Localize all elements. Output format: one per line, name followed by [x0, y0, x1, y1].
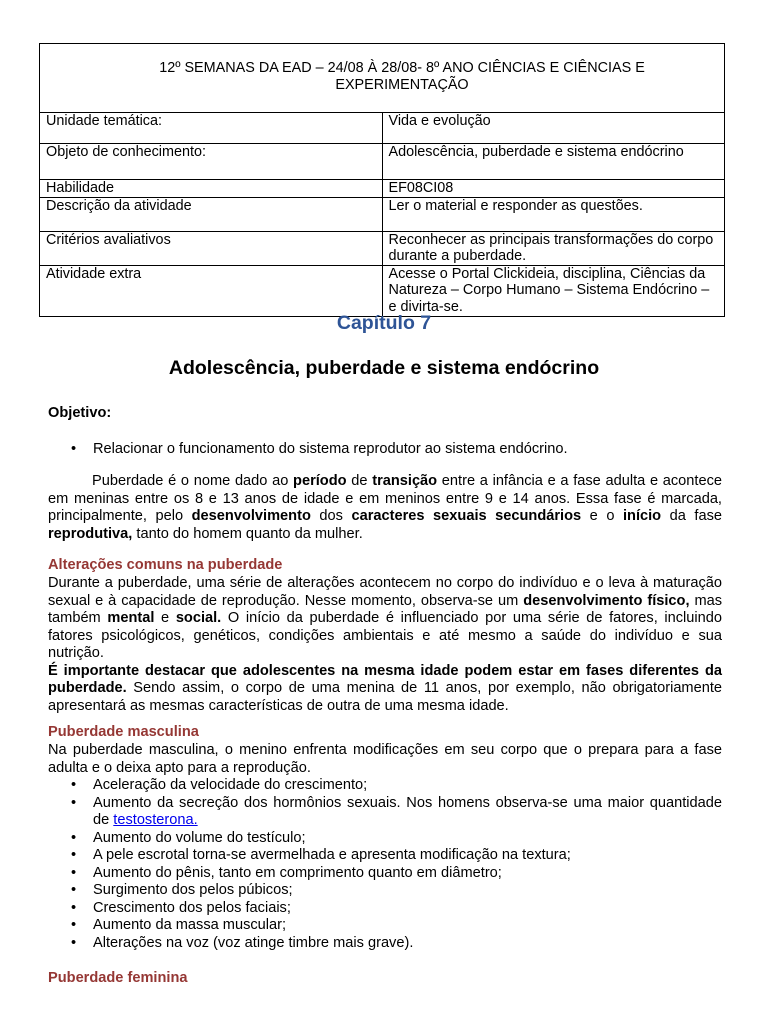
row-value: Ler o material e responder as questões. [382, 197, 725, 231]
section-heading-female: Puberdade feminina [48, 970, 188, 986]
list-item: • Crescimento dos pelos faciais; [48, 900, 722, 918]
list-item: • Aumento do pênis, tanto em comprimento quanto em diâmetro; [48, 865, 722, 883]
list-item: • A pele escrotal torna-se avermelhada e apresenta modificação na textura; [48, 847, 722, 865]
list-item: • Aumento da massa muscular; [48, 917, 722, 935]
table-row [40, 113, 725, 144]
changes-paragraph: Durante a puberdade, uma série de alterações acontecem no corpo do indivíduo e o leva à maturação sexual e à capacidade de reprodução. Nesse momento, observa-se um desenvolvimento físico, mas também mental e social. O início da puberdade é influenciado por uma série de fatores, incluindo fatores psicológicos, genéticos, condições ambientais e até mesmo a saúde do indivíduo e sua nutrição. É importante destacar que adolescentes na mesma idade podem estar em fases diferentes da puberdade. Sendo assim, o corpo de uma menina de 11 anos, por exemplo, não obrigatoriamente apresentará as mesmas características de outra de uma mesma idade. [48, 575, 723, 714]
row-value: Acesse o Portal Clickideia, disciplina, Ciências da Natureza – Corpo Humano – Sistema Endócrino – e divirta-se. [382, 265, 725, 316]
testosterone-link[interactable]: testosterona. [113, 812, 198, 828]
row-label: Objeto de conhecimento: [40, 144, 383, 180]
objective-heading: Objetivo: [48, 405, 112, 421]
list-item: • Surgimento dos pelos púbicos; [48, 882, 722, 900]
row-label: Habilidade [40, 180, 383, 198]
table-row [40, 197, 725, 231]
table-row [40, 231, 725, 265]
male-changes-list [48, 777, 722, 952]
table-title-line1: 12º SEMANAS DA EAD – 24/08 À 28/08- 8º ANO CIÊNCIAS E CIÊNCIAS E [159, 60, 645, 76]
list-item: • Aceleração da velocidade do crescimento; [48, 777, 722, 795]
row-label: Atividade extra [40, 265, 383, 316]
table-title-line2: EXPERIMENTAÇÃO [335, 76, 469, 93]
table-row [40, 180, 725, 198]
row-value: Adolescência, puberdade e sistema endócrino [382, 144, 725, 180]
section-heading-male: Puberdade masculina [48, 724, 199, 740]
table-title-row [40, 44, 725, 113]
section-heading-changes: Alterações comuns na puberdade [48, 557, 283, 573]
row-label: Descrição da atividade [40, 197, 383, 231]
male-intro: Na puberdade masculina, o menino enfrenta modificações em seu corpo que o prepara para a fase adulta e o deixa apto para a reprodução. [48, 742, 722, 776]
chapter-heading: Capítulo 7 [336, 312, 432, 334]
table-row [40, 144, 725, 180]
row-label: Critérios avaliativos [40, 231, 383, 265]
intro-paragraph: Puberdade é o nome dado ao período de transição entre a infância e a fase adulta e acontece em meninas entre os 8 e 13 anos de idade e em meninos entre 9 e 14 anos. Essa fase é marcada, principalmente, pelo desenvolvimento dos caracteres sexuais secundários e o início da fase reprodutiva, tanto do homem quanto da mulher. [48, 473, 722, 542]
list-item: • Aumento do volume do testículo; [48, 830, 722, 848]
main-title: Adolescência, puberdade e sistema endócrino [168, 357, 600, 379]
table-title [40, 44, 725, 113]
row-label: Unidade temática: [40, 113, 383, 144]
activity-info-table [39, 43, 725, 317]
list-item: • Alterações na voz (voz atinge timbre mais grave). [48, 935, 722, 953]
list-item: • Relacionar o funcionamento do sistema reprodutor ao sistema endócrino. [48, 441, 722, 459]
row-value: Reconhecer as principais transformações do corpo durante a puberdade. [382, 231, 725, 265]
row-value: EF08CI08 [382, 180, 725, 198]
list-item: • Aumento da secreção dos hormônios sexuais. Nos homens observa-se uma maior quantidade de testosterona. [48, 795, 722, 830]
table-row [40, 265, 725, 316]
row-value: Vida e evolução [382, 113, 725, 144]
objective-list [48, 441, 722, 459]
